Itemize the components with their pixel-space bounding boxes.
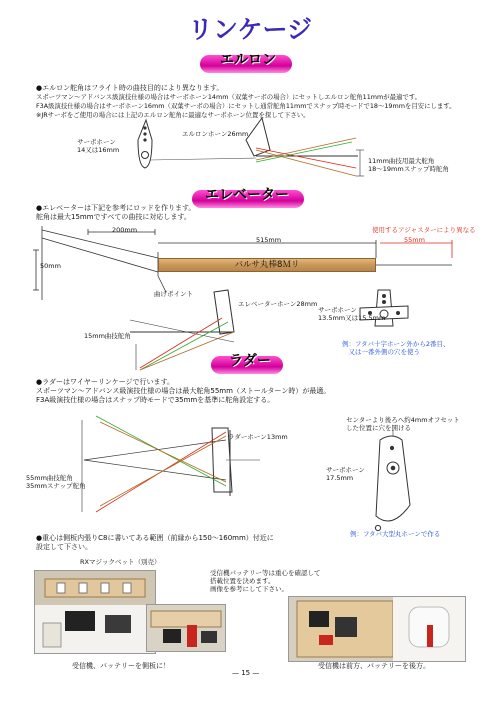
- aileron-servo-horn-label: サーボホーン 14又は16mm: [77, 138, 120, 154]
- elevator-horn-label: エレベーターホーン28mm: [238, 300, 318, 308]
- elevator-text-2: 舵角は最大15mmですべての曲技に対応します。: [36, 213, 191, 221]
- rudder-servo-horn-label: サーボホーン 17.5mm: [326, 466, 365, 482]
- rudder-text-3: F3A級演技仕様の場合はスナップ時モードで35mmを基準に舵角設定する。: [36, 396, 275, 404]
- elevator-text-1: ●エレベーターは下記を参考にロッドを作ります。: [36, 204, 196, 212]
- cg-text-1: ●重心は側板内張りC8に書いてある範囲（前縁から150〜160mm）付近に: [36, 534, 274, 542]
- elevator-dim-515: 515mm: [256, 236, 282, 244]
- page-number: — 15 —: [232, 669, 260, 677]
- caption-right: 受信機は前方、バッテリーを後方。: [318, 662, 430, 670]
- page-title: リンケージ: [187, 15, 312, 44]
- aileron-text-1: ●エルロン舵角はフライト時の曲技目的により異なります。: [36, 84, 224, 92]
- fuselage-photo-center: [146, 604, 226, 652]
- rx-magic-bed-label: RXマジックベット（別売）: [80, 558, 161, 566]
- elevator-bend-point: 曲げポイント: [154, 290, 193, 298]
- rudder-offset-note: センターより後ろへ約4mmオフセット した位置に穴を開ける: [346, 416, 460, 432]
- balsa-rod: バルサ丸棒8Ｍリ: [158, 258, 376, 272]
- elevator-example-note: 例：フタバ十字ホーン外から2番目、 又は一番外側の穴を使う: [342, 340, 450, 356]
- aileron-text-2: スポーツマン〜アドバンス級演技仕様の場合はサーボホーン14mm（双葉サーボの場合）にセットしエルロン舵角11mmが最適です。: [36, 93, 422, 101]
- elevator-deflection-label: 15mm曲技舵角: [84, 332, 131, 340]
- aileron-heading: エルロン: [220, 52, 276, 68]
- aileron-horn-diagram: [150, 118, 364, 176]
- fuselage-photo-left: [34, 570, 156, 654]
- fuselage-photo-right: [288, 596, 466, 662]
- rudder-heading: ラダー: [229, 353, 271, 369]
- aileron-text-4: ※JRサーボをご使用の場合には上記のエルロン舵角に最適なサーボホーン位置を探して下さい。: [36, 111, 310, 119]
- aileron-text-3: F3A級演技仕様の場合はサーボホーン16mm（双葉サーボの場合）にセットし通常舵角11mmでスナップ時モードで18〜19mmを目安にします。: [36, 102, 456, 110]
- elevator-dim-50: 50mm: [40, 262, 61, 270]
- rudder-example-note: 例：フタバ大型丸ホーンで作る: [350, 530, 441, 538]
- rudder-horn-label: ラダーホーン13mm: [228, 433, 288, 441]
- rudder-text-2: スポーツマン〜アドバンス級演技仕様の場合は最大舵角55mm（ストールターン時）が最適。: [36, 387, 331, 395]
- rudder-horn-diagram: [82, 416, 260, 512]
- elevator-servo-horn-label: サーボホーン 13.5mm又は15.5mm: [318, 306, 386, 322]
- elevator-dim-200: 200mm: [112, 226, 138, 234]
- elevator-adjuster-note: 使用するアジャスターにより異なる: [372, 226, 476, 234]
- aileron-deflection-label: 11mm曲技用最大舵角 18〜19mmスナップ時舵角: [368, 157, 449, 173]
- aileron-horn-label: エルロンホーン26mm: [182, 130, 249, 138]
- battery-note: 受信機バッテリー等は重心を確認して 搭載位置を決めます。 画像を参考にして下さい。: [210, 569, 321, 593]
- rudder-deflection-label: 55mm曲技舵角 35mmスナップ舵角: [26, 474, 86, 490]
- elevator-heading: エレベーター: [205, 187, 289, 203]
- elevator-dim-55: 55mm: [404, 236, 425, 244]
- rudder-text-1: ●ラダーはワイヤーリンケージで行います。: [36, 378, 174, 386]
- aileron-servo-horn-icon: [138, 120, 152, 168]
- caption-left: 受信機、バッテリーを側板に！: [72, 662, 170, 670]
- cg-text-2: 設定して下さい。: [36, 543, 92, 551]
- rudder-servo-horn-icon: [375, 430, 410, 531]
